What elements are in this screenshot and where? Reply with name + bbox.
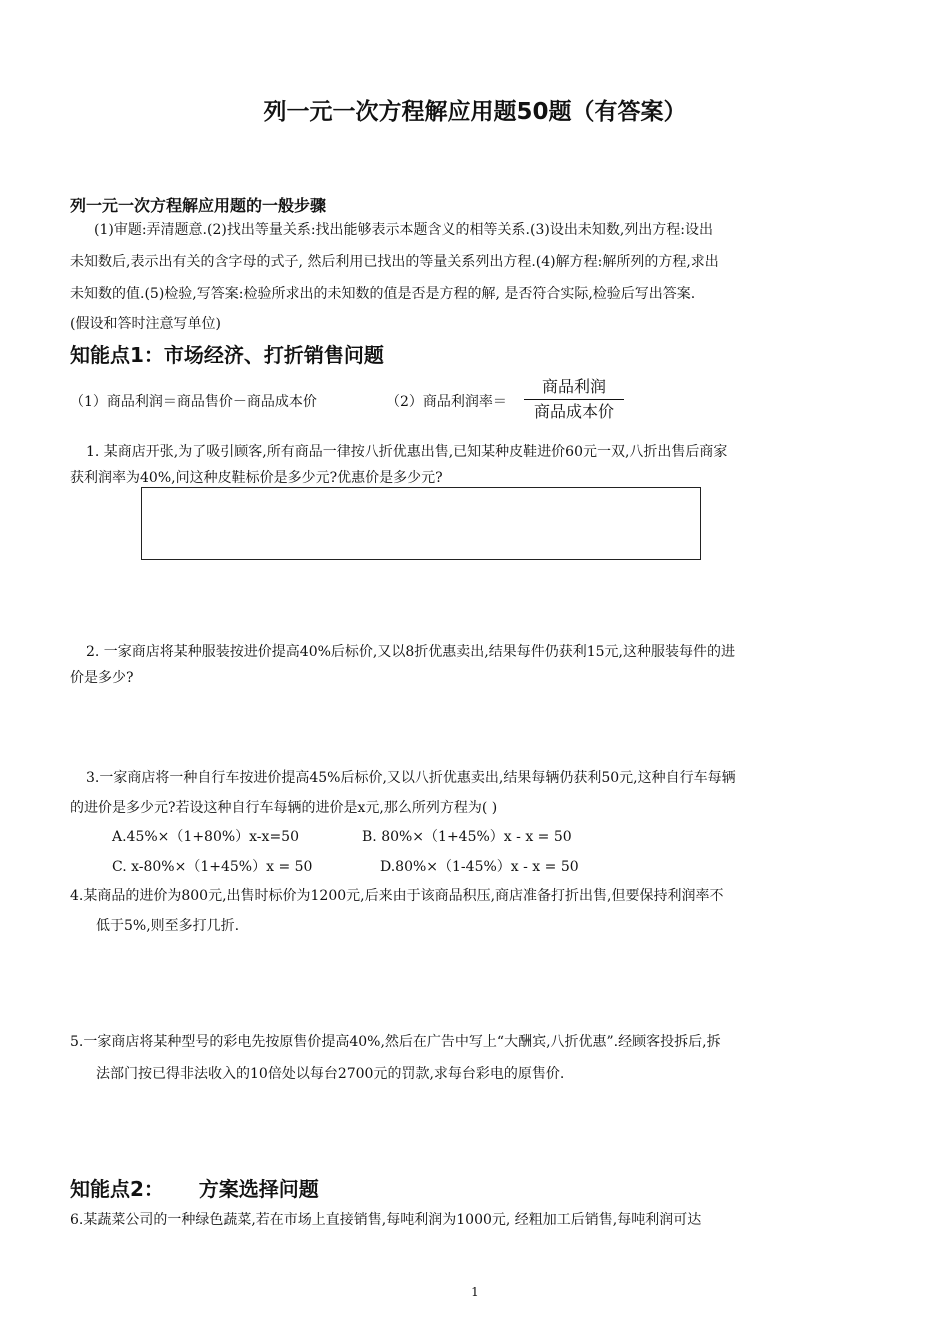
- q3-option-d: D.80%×（1-45%）x - x = 50: [380, 859, 579, 875]
- steps-line-1: (1)审题:弄清题意.(2)找出等量关系:找出能够表示本题含义的相等关系.(3)设出未知数,列出方程:设出: [94, 222, 713, 238]
- q2-line-1: 2. 一家商店将某种服装按进价提高40%后标价,又以8折优惠卖出,结果每件仍获利15元,这种服装每件的进: [86, 644, 735, 660]
- q3-option-c: C. x-80%×（1+45%）x = 50: [112, 859, 313, 875]
- q2-line-2: 价是多少?: [70, 670, 134, 686]
- fraction-numerator: 商品利润: [541, 377, 606, 396]
- q1-line-2: 获利润率为40%,问这种皮鞋标价是多少元?优惠价是多少元?: [70, 470, 443, 486]
- fraction-bar: [524, 399, 624, 400]
- section2-heading: 知能点2： 方案选择问题: [70, 1177, 319, 1201]
- q3-line-2: 的进价是多少元?若设这种自行车每辆的进价是x元,那么所列方程为( ): [70, 800, 498, 816]
- q5-line-2: 法部门按已得非法收入的10倍处以每台2700元的罚款,求每台彩电的原售价.: [96, 1066, 565, 1082]
- q4-line-1: 4.某商品的进价为800元,出售时标价为1200元,后来由于该商品积压,商店准备打折出售,但要保持利润率不: [70, 888, 724, 904]
- q3-line-1: 3.一家商店将一种自行车按进价提高45%后标价,又以八折优惠卖出,结果每辆仍获利50元,这种自行车每辆: [86, 770, 736, 786]
- answer-box: [141, 487, 701, 560]
- profit-rate-fraction: [524, 376, 624, 423]
- steps-heading: 列一元一次方程解应用题的一般步骤: [70, 196, 327, 215]
- steps-line-4: (假设和答时注意写单位): [70, 316, 221, 332]
- q6-line-1: 6.某蔬菜公司的一种绿色蔬菜,若在市场上直接销售,每吨利润为1000元, 经粗加工后销售,每吨利润可达: [70, 1212, 702, 1228]
- q5-line-1: 5.一家商店将某种型号的彩电先按原售价提高40%,然后在广告中写上“大酬宾,八折优惠”.经顾客投拆后,拆: [70, 1034, 721, 1050]
- page-title: 列一元一次方程解应用题50题（有答案）: [263, 99, 687, 125]
- q1-line-1: 1. 某商店开张,为了吸引顾客,所有商品一律按八折优惠出售,已知某种皮鞋进价60元一双,八折出售后商家: [86, 444, 728, 460]
- q3-option-a: A.45%×（1+80%）x-x=50: [112, 829, 299, 845]
- formula-profit-rate-label: （2）商品利润率＝: [386, 394, 507, 410]
- steps-line-2: 未知数后,表示出有关的含字母的式子, 然后利用已找出的等量关系列出方程.(4)解方程:解所列的方程,求出: [70, 254, 719, 270]
- q4-line-2: 低于5%,则至多打几折.: [96, 918, 240, 934]
- section1-heading: 知能点1：市场经济、打折销售问题: [70, 343, 384, 367]
- page-number: 1: [471, 1285, 479, 1299]
- fraction-denominator: 商品成本价: [533, 402, 614, 421]
- steps-line-3: 未知数的值.(5)检验,写答案:检验所求出的未知数的值是否是方程的解, 是否符合实际,检验后写出答案.: [70, 286, 696, 302]
- formula-profit: （1）商品利润＝商品售价－商品成本价: [70, 394, 317, 410]
- q3-option-b: B. 80%×（1+45%）x - x = 50: [362, 829, 572, 845]
